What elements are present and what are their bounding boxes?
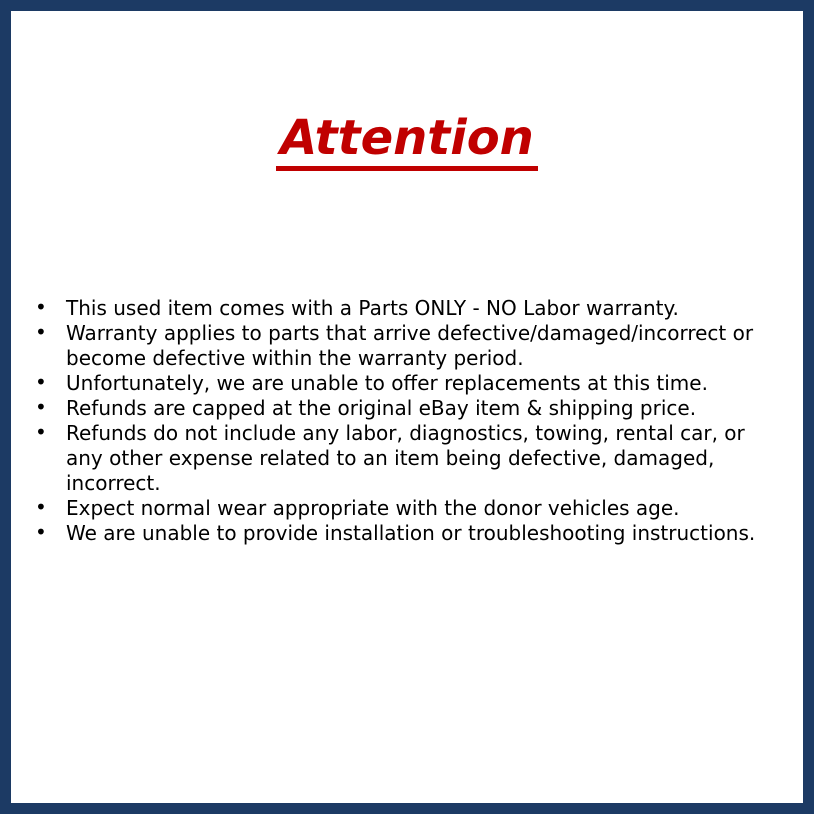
term-text: Expect normal wear appropriate with the donor vehicles age. [66,496,680,520]
warranty-terms-list [11,296,766,546]
notice-header [11,11,803,191]
bullet-icon: • [35,395,47,419]
list-item [35,420,766,496]
bullet-icon: • [35,520,47,544]
notice-title: Attention [276,114,538,171]
term-text: Refunds are capped at the original eBay item & shipping price. [66,396,697,420]
list-item [35,370,766,396]
list-item [35,495,766,521]
bullet-icon: • [35,370,47,394]
term-text: Unfortunately, we are unable to offer replacements at this time. [66,371,708,395]
bullet-icon: • [35,295,47,319]
term-text: Refunds do not include any labor, diagnostics, towing, rental car, or any other expense related to an item being defective, damaged, incorrect. [66,421,745,495]
term-text: Warranty applies to parts that arrive defective/damaged/incorrect or become defective within the warranty period. [66,321,754,370]
term-text: This used item comes with a Parts ONLY - NO Labor warranty. [66,296,679,320]
list-item [35,320,766,371]
bullet-icon: • [35,320,47,344]
term-text: We are unable to provide installation or troubleshooting instructions. [66,521,756,545]
bullet-icon: • [35,420,47,444]
list-item [35,395,766,421]
bullet-icon: • [35,495,47,519]
list-item [35,520,766,546]
list-item [35,295,766,321]
